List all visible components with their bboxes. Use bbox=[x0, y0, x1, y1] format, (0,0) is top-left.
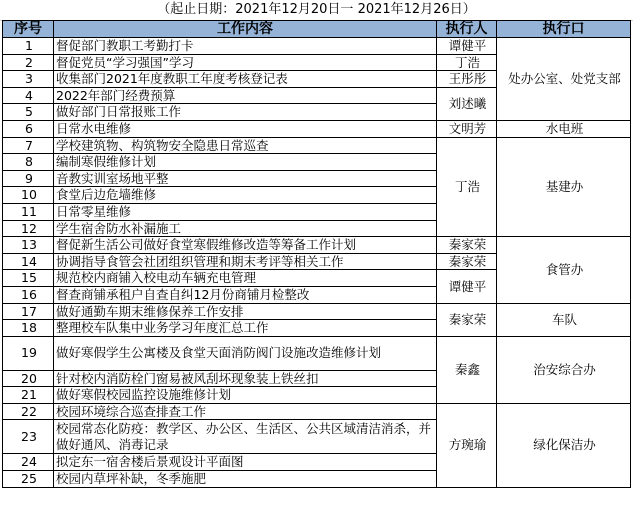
table-row bbox=[3, 137, 631, 154]
row-content[interactable]: 针对校内消防栓门窗易被风刮坏现象装上铁丝扣 bbox=[54, 370, 437, 387]
row-number[interactable]: 19 bbox=[3, 336, 54, 370]
row-content[interactable]: 日常零星维修 bbox=[54, 203, 437, 220]
table-row bbox=[3, 120, 631, 137]
row-number[interactable]: 25 bbox=[3, 471, 54, 488]
row-executor[interactable]: 谭健平 bbox=[437, 270, 497, 303]
header-department[interactable]: 执行口 bbox=[497, 21, 631, 38]
row-content[interactable]: 做好部门日常报账工作 bbox=[54, 104, 437, 121]
row-number[interactable]: 21 bbox=[3, 387, 54, 404]
row-number[interactable]: 20 bbox=[3, 370, 54, 387]
row-content[interactable]: 做好寒假校园监控设施维修计划 bbox=[54, 387, 437, 404]
row-content[interactable]: 做好通勤车期末维修保养工作安排 bbox=[54, 303, 437, 320]
row-executor[interactable]: 秦家荣 bbox=[437, 253, 497, 270]
row-department[interactable]: 车队 bbox=[497, 303, 631, 336]
row-executor[interactable]: 丁浩 bbox=[437, 137, 497, 237]
row-department[interactable]: 食管办 bbox=[497, 237, 631, 303]
row-executor[interactable]: 文明芳 bbox=[437, 120, 497, 137]
row-number[interactable]: 7 bbox=[3, 137, 54, 154]
row-number[interactable]: 9 bbox=[3, 170, 54, 187]
row-content[interactable]: 学校建筑物、构筑物安全隐患日常巡查 bbox=[54, 137, 437, 154]
row-content[interactable]: 食堂后边危墙维修 bbox=[54, 187, 437, 204]
row-number[interactable]: 1 bbox=[3, 38, 54, 55]
row-number[interactable]: 14 bbox=[3, 253, 54, 270]
row-executor[interactable]: 秦家荣 bbox=[437, 303, 497, 336]
row-number[interactable]: 17 bbox=[3, 303, 54, 320]
row-content[interactable]: 音教实训室场地平整 bbox=[54, 170, 437, 187]
row-executor[interactable]: 王彤彤 bbox=[437, 71, 497, 88]
row-executor[interactable]: 秦鑫 bbox=[437, 336, 497, 403]
row-content[interactable]: 规范校内商铺入校电动车辆充电管理 bbox=[54, 270, 437, 287]
row-department[interactable]: 基建办 bbox=[497, 137, 631, 237]
row-content[interactable]: 收集部门2021年度教职工年度考核登记表 bbox=[54, 71, 437, 88]
header-executor[interactable]: 执行人 bbox=[437, 21, 497, 38]
row-number[interactable]: 8 bbox=[3, 154, 54, 171]
row-content[interactable]: 督查商铺承租户自查自纠12月份商铺月检整改 bbox=[54, 286, 437, 303]
table-row bbox=[3, 38, 631, 55]
row-number[interactable]: 22 bbox=[3, 403, 54, 420]
row-number[interactable]: 12 bbox=[3, 220, 54, 237]
table-row bbox=[3, 336, 631, 370]
work-table bbox=[2, 20, 631, 488]
row-department[interactable]: 处办公室、处党支部 bbox=[497, 38, 631, 121]
row-content[interactable]: 2022年部门经费预算 bbox=[54, 87, 437, 104]
row-content[interactable]: 做好寒假学生公寓楼及食堂天面消防阀门设施改造维修计划 bbox=[54, 336, 437, 370]
row-content[interactable]: 日常水电维修 bbox=[54, 120, 437, 137]
row-department[interactable]: 水电班 bbox=[497, 120, 631, 137]
row-content[interactable]: 编制寒假维修计划 bbox=[54, 154, 437, 171]
row-number[interactable]: 24 bbox=[3, 454, 54, 471]
header-content[interactable]: 工作内容 bbox=[54, 21, 437, 38]
table-row bbox=[3, 403, 631, 420]
table-row bbox=[3, 237, 631, 254]
row-executor[interactable]: 谭健平 bbox=[437, 38, 497, 55]
row-content[interactable]: 督促部门教职工考勤打卡 bbox=[54, 38, 437, 55]
row-content[interactable]: 校园环境综合巡查排查工作 bbox=[54, 403, 437, 420]
row-executor[interactable]: 方琬瑜 bbox=[437, 403, 497, 487]
header-no[interactable]: 序号 bbox=[3, 21, 54, 38]
row-number[interactable]: 6 bbox=[3, 120, 54, 137]
row-content[interactable]: 督促新生活公司做好食堂寒假维修改造等筹备工作计划 bbox=[54, 237, 437, 254]
row-number[interactable]: 16 bbox=[3, 286, 54, 303]
row-number[interactable]: 13 bbox=[3, 237, 54, 254]
row-content[interactable]: 督促党员“学习强国”学习 bbox=[54, 54, 437, 71]
row-number[interactable]: 23 bbox=[3, 420, 54, 454]
row-department[interactable]: 治安综合办 bbox=[497, 336, 631, 403]
row-number[interactable]: 2 bbox=[3, 54, 54, 71]
row-content[interactable]: 整理校车队集中业务学习年度汇总工作 bbox=[54, 320, 437, 337]
row-number[interactable]: 5 bbox=[3, 104, 54, 121]
row-department[interactable]: 绿化保洁办 bbox=[497, 403, 631, 487]
row-content[interactable]: 协调指导食管会社团组织管理和期末考评等相关工作 bbox=[54, 253, 437, 270]
row-executor[interactable]: 秦家荣 bbox=[437, 237, 497, 254]
row-content[interactable]: 校园内草坪补缺，冬季施肥 bbox=[54, 471, 437, 488]
row-executor[interactable]: 刘述曦 bbox=[437, 87, 497, 120]
row-number[interactable]: 15 bbox=[3, 270, 54, 287]
row-content[interactable]: 拟定东一宿舍楼后景观设计平面图 bbox=[54, 454, 437, 471]
header-row bbox=[3, 21, 631, 38]
row-number[interactable]: 3 bbox=[3, 71, 54, 88]
row-content[interactable]: 学生宿舍防水补漏施工 bbox=[54, 220, 437, 237]
row-content[interactable]: 校园常态化防疫：教学区、办公区、生活区、公共区域清洁消杀，并做好通风、消毒记录 bbox=[54, 420, 437, 454]
row-number[interactable]: 4 bbox=[3, 87, 54, 104]
row-executor[interactable]: 丁浩 bbox=[437, 54, 497, 71]
row-number[interactable]: 11 bbox=[3, 203, 54, 220]
date-range: （起止日期：2021年12月20日一 2021年12月26日） bbox=[0, 0, 633, 21]
row-number[interactable]: 10 bbox=[3, 187, 54, 204]
table-row bbox=[3, 303, 631, 320]
row-number[interactable]: 18 bbox=[3, 320, 54, 337]
